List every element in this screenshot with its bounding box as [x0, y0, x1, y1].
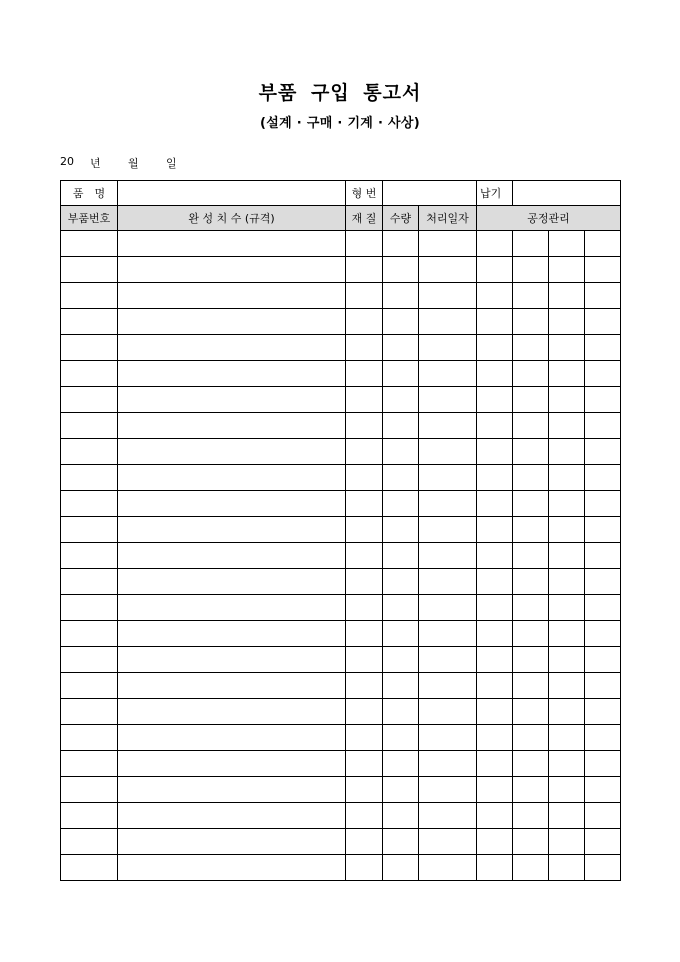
material-cell[interactable] — [346, 855, 383, 881]
material-cell[interactable] — [346, 361, 383, 387]
process-control-cell-4[interactable] — [585, 231, 621, 257]
process-control-cell-1[interactable] — [477, 621, 513, 647]
process-control-cell-1[interactable] — [477, 751, 513, 777]
dimensions-cell[interactable] — [118, 543, 346, 569]
process-control-cell-1[interactable] — [477, 543, 513, 569]
process-control-cell-2[interactable] — [513, 673, 549, 699]
dimensions-cell[interactable] — [118, 829, 346, 855]
processing-date-cell[interactable] — [419, 777, 477, 803]
table-row — [61, 335, 621, 361]
processing-date-cell[interactable] — [419, 855, 477, 881]
dimensions-cell[interactable] — [118, 361, 346, 387]
quantity-cell[interactable] — [383, 491, 419, 517]
delivery-field[interactable] — [513, 181, 621, 206]
page-title: 부품 구입 통고서 — [258, 82, 422, 104]
process-control-cell-3[interactable] — [549, 361, 585, 387]
dimensions-cell[interactable] — [118, 517, 346, 543]
quantity-cell[interactable] — [383, 803, 419, 829]
dimensions-cell[interactable] — [118, 569, 346, 595]
quantity-cell[interactable] — [383, 309, 419, 335]
form-top-row — [61, 181, 621, 206]
process-control-cell-1[interactable] — [477, 803, 513, 829]
material-cell[interactable] — [346, 309, 383, 335]
process-control-cell-2[interactable] — [513, 777, 549, 803]
process-control-cell-4[interactable] — [585, 439, 621, 465]
header-part-number: 부품번호 — [61, 206, 118, 231]
dimensions-cell[interactable] — [118, 725, 346, 751]
material-cell[interactable] — [346, 439, 383, 465]
material-cell[interactable] — [346, 647, 383, 673]
table-row — [61, 751, 621, 777]
process-control-cell-3[interactable] — [549, 491, 585, 517]
process-control-cell-4[interactable] — [585, 725, 621, 751]
processing-date-cell[interactable] — [419, 543, 477, 569]
process-control-cell-1[interactable] — [477, 257, 513, 283]
process-control-cell-3[interactable] — [549, 387, 585, 413]
dimensions-cell[interactable] — [118, 621, 346, 647]
part-number-cell[interactable] — [61, 335, 118, 361]
process-control-cell-1[interactable] — [477, 699, 513, 725]
material-cell[interactable] — [346, 699, 383, 725]
process-control-cell-2[interactable] — [513, 257, 549, 283]
part-number-cell[interactable] — [61, 829, 118, 855]
process-control-cell-4[interactable] — [585, 335, 621, 361]
quantity-cell[interactable] — [383, 543, 419, 569]
date-year-label: 년 — [90, 157, 101, 170]
dimensions-cell[interactable] — [118, 491, 346, 517]
process-control-cell-3[interactable] — [549, 413, 585, 439]
part-number-cell[interactable] — [61, 803, 118, 829]
table-row — [61, 621, 621, 647]
processing-date-cell[interactable] — [419, 361, 477, 387]
part-number-cell[interactable] — [61, 257, 118, 283]
part-number-cell[interactable] — [61, 751, 118, 777]
table-row — [61, 231, 621, 257]
process-control-cell-1[interactable] — [477, 413, 513, 439]
dimensions-cell[interactable] — [118, 387, 346, 413]
process-control-cell-3[interactable] — [549, 855, 585, 881]
product-name-field[interactable] — [118, 181, 346, 206]
processing-date-cell[interactable] — [419, 699, 477, 725]
process-control-cell-1[interactable] — [477, 647, 513, 673]
model-number-field[interactable] — [383, 181, 477, 206]
process-control-cell-1[interactable] — [477, 725, 513, 751]
table-row — [61, 465, 621, 491]
part-number-cell[interactable] — [61, 543, 118, 569]
process-control-cell-4[interactable] — [585, 283, 621, 309]
header-material: 재 질 — [346, 206, 383, 231]
processing-date-cell[interactable] — [419, 621, 477, 647]
material-cell[interactable] — [346, 387, 383, 413]
dimensions-cell[interactable] — [118, 699, 346, 725]
part-number-cell[interactable] — [61, 725, 118, 751]
process-control-cell-1[interactable] — [477, 517, 513, 543]
part-number-cell[interactable] — [61, 621, 118, 647]
process-control-cell-4[interactable] — [585, 595, 621, 621]
process-control-cell-4[interactable] — [585, 517, 621, 543]
quantity-cell[interactable] — [383, 595, 419, 621]
process-control-cell-2[interactable] — [513, 439, 549, 465]
part-number-cell[interactable] — [61, 777, 118, 803]
process-control-cell-2[interactable] — [513, 543, 549, 569]
quantity-cell[interactable] — [383, 257, 419, 283]
process-control-cell-4[interactable] — [585, 855, 621, 881]
material-cell[interactable] — [346, 283, 383, 309]
process-control-cell-3[interactable] — [549, 725, 585, 751]
quantity-cell[interactable] — [383, 777, 419, 803]
process-control-cell-3[interactable] — [549, 777, 585, 803]
process-control-cell-2[interactable] — [513, 829, 549, 855]
quantity-cell[interactable] — [383, 335, 419, 361]
process-control-cell-2[interactable] — [513, 569, 549, 595]
material-cell[interactable] — [346, 543, 383, 569]
dimensions-cell[interactable] — [118, 465, 346, 491]
date-year-prefix: 20 — [60, 155, 74, 168]
process-control-cell-3[interactable] — [549, 257, 585, 283]
process-control-cell-2[interactable] — [513, 517, 549, 543]
dimensions-cell[interactable] — [118, 595, 346, 621]
part-number-cell[interactable] — [61, 309, 118, 335]
processing-date-cell[interactable] — [419, 231, 477, 257]
process-control-cell-3[interactable] — [549, 283, 585, 309]
table-row — [61, 777, 621, 803]
date-month-label: 월 — [128, 157, 139, 170]
process-control-cell-2[interactable] — [513, 387, 549, 413]
process-control-cell-1[interactable] — [477, 283, 513, 309]
process-control-cell-4[interactable] — [585, 621, 621, 647]
dimensions-cell[interactable] — [118, 777, 346, 803]
product-name-label: 품 명 — [61, 181, 118, 206]
dimensions-cell[interactable] — [118, 751, 346, 777]
process-control-cell-4[interactable] — [585, 751, 621, 777]
quantity-cell[interactable] — [383, 647, 419, 673]
delivery-label: 납기 — [477, 181, 513, 206]
process-control-cell-1[interactable] — [477, 439, 513, 465]
processing-date-cell[interactable] — [419, 283, 477, 309]
part-number-cell[interactable] — [61, 361, 118, 387]
processing-date-cell[interactable] — [419, 465, 477, 491]
dimensions-cell[interactable] — [118, 803, 346, 829]
dimensions-cell[interactable] — [118, 855, 346, 881]
process-control-cell-4[interactable] — [585, 465, 621, 491]
process-control-cell-1[interactable] — [477, 387, 513, 413]
material-cell[interactable] — [346, 595, 383, 621]
process-control-cell-4[interactable] — [585, 387, 621, 413]
part-number-cell[interactable] — [61, 673, 118, 699]
process-control-cell-1[interactable] — [477, 361, 513, 387]
material-cell[interactable] — [346, 231, 383, 257]
processing-date-cell[interactable] — [419, 257, 477, 283]
material-cell[interactable] — [346, 491, 383, 517]
table-row — [61, 855, 621, 881]
quantity-cell[interactable] — [383, 387, 419, 413]
process-control-cell-1[interactable] — [477, 595, 513, 621]
material-cell[interactable] — [346, 673, 383, 699]
table-row — [61, 699, 621, 725]
part-number-cell[interactable] — [61, 439, 118, 465]
process-control-cell-3[interactable] — [549, 335, 585, 361]
material-cell[interactable] — [346, 725, 383, 751]
table-row — [61, 517, 621, 543]
material-cell[interactable] — [346, 413, 383, 439]
part-number-cell[interactable] — [61, 465, 118, 491]
quantity-cell[interactable] — [383, 283, 419, 309]
process-control-cell-3[interactable] — [549, 751, 585, 777]
part-number-cell[interactable] — [61, 647, 118, 673]
processing-date-cell[interactable] — [419, 439, 477, 465]
process-control-cell-2[interactable] — [513, 699, 549, 725]
process-control-cell-1[interactable] — [477, 465, 513, 491]
process-control-cell-2[interactable] — [513, 283, 549, 309]
table-row — [61, 595, 621, 621]
table-row — [61, 361, 621, 387]
process-control-cell-2[interactable] — [513, 309, 549, 335]
table-row — [61, 647, 621, 673]
table-row — [61, 803, 621, 829]
processing-date-cell[interactable] — [419, 413, 477, 439]
material-cell[interactable] — [346, 751, 383, 777]
form-header-row — [61, 206, 621, 231]
quantity-cell[interactable] — [383, 829, 419, 855]
process-control-cell-2[interactable] — [513, 413, 549, 439]
quantity-cell[interactable] — [383, 673, 419, 699]
part-number-cell[interactable] — [61, 595, 118, 621]
material-cell[interactable] — [346, 777, 383, 803]
quantity-cell[interactable] — [383, 413, 419, 439]
parts-purchase-form-table — [60, 180, 621, 881]
table-row — [61, 725, 621, 751]
page-subtitle: (설계 · 구매 · 기계 · 사상) — [259, 116, 421, 131]
model-number-label: 형 번 — [346, 181, 383, 206]
table-row — [61, 491, 621, 517]
process-control-cell-4[interactable] — [585, 699, 621, 725]
quantity-cell[interactable] — [383, 361, 419, 387]
material-cell[interactable] — [346, 465, 383, 491]
quantity-cell[interactable] — [383, 699, 419, 725]
part-number-cell[interactable] — [61, 283, 118, 309]
process-control-cell-1[interactable] — [477, 231, 513, 257]
material-cell[interactable] — [346, 257, 383, 283]
header-finished-dimensions: 완 성 치 수 (규격) — [118, 206, 346, 231]
quantity-cell[interactable] — [383, 517, 419, 543]
process-control-cell-1[interactable] — [477, 673, 513, 699]
quantity-cell[interactable] — [383, 465, 419, 491]
quantity-cell[interactable] — [383, 751, 419, 777]
part-number-cell[interactable] — [61, 855, 118, 881]
quantity-cell[interactable] — [383, 439, 419, 465]
process-control-cell-2[interactable] — [513, 335, 549, 361]
process-control-cell-4[interactable] — [585, 309, 621, 335]
date-day-label: 일 — [166, 157, 177, 170]
table-row — [61, 283, 621, 309]
process-control-cell-3[interactable] — [549, 803, 585, 829]
process-control-cell-2[interactable] — [513, 465, 549, 491]
process-control-cell-3[interactable] — [549, 699, 585, 725]
processing-date-cell[interactable] — [419, 595, 477, 621]
part-number-cell[interactable] — [61, 491, 118, 517]
part-number-cell[interactable] — [61, 569, 118, 595]
process-control-cell-4[interactable] — [585, 803, 621, 829]
dimensions-cell[interactable] — [118, 673, 346, 699]
process-control-cell-2[interactable] — [513, 803, 549, 829]
material-cell[interactable] — [346, 517, 383, 543]
dimensions-cell[interactable] — [118, 309, 346, 335]
process-control-cell-3[interactable] — [549, 309, 585, 335]
table-row — [61, 439, 621, 465]
quantity-cell[interactable] — [383, 855, 419, 881]
process-control-cell-2[interactable] — [513, 725, 549, 751]
process-control-cell-4[interactable] — [585, 491, 621, 517]
process-control-cell-1[interactable] — [477, 829, 513, 855]
processing-date-cell[interactable] — [419, 387, 477, 413]
material-cell[interactable] — [346, 621, 383, 647]
process-control-cell-2[interactable] — [513, 231, 549, 257]
processing-date-cell[interactable] — [419, 335, 477, 361]
process-control-cell-1[interactable] — [477, 491, 513, 517]
process-control-cell-2[interactable] — [513, 855, 549, 881]
processing-date-cell[interactable] — [419, 491, 477, 517]
processing-date-cell[interactable] — [419, 751, 477, 777]
processing-date-cell[interactable] — [419, 803, 477, 829]
material-cell[interactable] — [346, 569, 383, 595]
process-control-cell-4[interactable] — [585, 647, 621, 673]
process-control-cell-1[interactable] — [477, 569, 513, 595]
process-control-cell-2[interactable] — [513, 361, 549, 387]
quantity-cell[interactable] — [383, 725, 419, 751]
table-row — [61, 413, 621, 439]
process-control-cell-4[interactable] — [585, 543, 621, 569]
dimensions-cell[interactable] — [118, 413, 346, 439]
header-quantity: 수량 — [383, 206, 419, 231]
process-control-cell-3[interactable] — [549, 231, 585, 257]
processing-date-cell[interactable] — [419, 673, 477, 699]
process-control-cell-1[interactable] — [477, 777, 513, 803]
processing-date-cell[interactable] — [419, 517, 477, 543]
header-process-control: 공정관리 — [477, 206, 621, 231]
part-number-cell[interactable] — [61, 699, 118, 725]
process-control-cell-3[interactable] — [549, 439, 585, 465]
dimensions-cell[interactable] — [118, 335, 346, 361]
dimensions-cell[interactable] — [118, 231, 346, 257]
material-cell[interactable] — [346, 335, 383, 361]
part-number-cell[interactable] — [61, 387, 118, 413]
processing-date-cell[interactable] — [419, 725, 477, 751]
quantity-cell[interactable] — [383, 231, 419, 257]
process-control-cell-3[interactable] — [549, 647, 585, 673]
process-control-cell-3[interactable] — [549, 673, 585, 699]
process-control-cell-4[interactable] — [585, 673, 621, 699]
material-cell[interactable] — [346, 803, 383, 829]
table-row — [61, 257, 621, 283]
process-control-cell-1[interactable] — [477, 309, 513, 335]
process-control-cell-1[interactable] — [477, 855, 513, 881]
header-processing-date: 처리일자 — [419, 206, 477, 231]
processing-date-cell[interactable] — [419, 569, 477, 595]
process-control-cell-3[interactable] — [549, 569, 585, 595]
process-control-cell-4[interactable] — [585, 829, 621, 855]
process-control-cell-3[interactable] — [549, 595, 585, 621]
material-cell[interactable] — [346, 829, 383, 855]
table-row — [61, 543, 621, 569]
process-control-cell-4[interactable] — [585, 257, 621, 283]
dimensions-cell[interactable] — [118, 257, 346, 283]
process-control-cell-3[interactable] — [549, 621, 585, 647]
process-control-cell-3[interactable] — [549, 517, 585, 543]
process-control-cell-2[interactable] — [513, 647, 549, 673]
process-control-cell-1[interactable] — [477, 335, 513, 361]
process-control-cell-4[interactable] — [585, 569, 621, 595]
dimensions-cell[interactable] — [118, 283, 346, 309]
process-control-cell-3[interactable] — [549, 829, 585, 855]
dimensions-cell[interactable] — [118, 647, 346, 673]
processing-date-cell[interactable] — [419, 829, 477, 855]
process-control-cell-3[interactable] — [549, 543, 585, 569]
table-row — [61, 309, 621, 335]
process-control-cell-2[interactable] — [513, 751, 549, 777]
process-control-cell-4[interactable] — [585, 413, 621, 439]
quantity-cell[interactable] — [383, 569, 419, 595]
processing-date-cell[interactable] — [419, 647, 477, 673]
process-control-cell-3[interactable] — [549, 465, 585, 491]
part-number-cell[interactable] — [61, 413, 118, 439]
dimensions-cell[interactable] — [118, 439, 346, 465]
table-row — [61, 387, 621, 413]
process-control-cell-2[interactable] — [513, 595, 549, 621]
table-row — [61, 569, 621, 595]
process-control-cell-4[interactable] — [585, 361, 621, 387]
process-control-cell-2[interactable] — [513, 491, 549, 517]
table-row — [61, 673, 621, 699]
processing-date-cell[interactable] — [419, 309, 477, 335]
quantity-cell[interactable] — [383, 621, 419, 647]
process-control-cell-2[interactable] — [513, 621, 549, 647]
table-row — [61, 829, 621, 855]
part-number-cell[interactable] — [61, 517, 118, 543]
part-number-cell[interactable] — [61, 231, 118, 257]
process-control-cell-4[interactable] — [585, 777, 621, 803]
